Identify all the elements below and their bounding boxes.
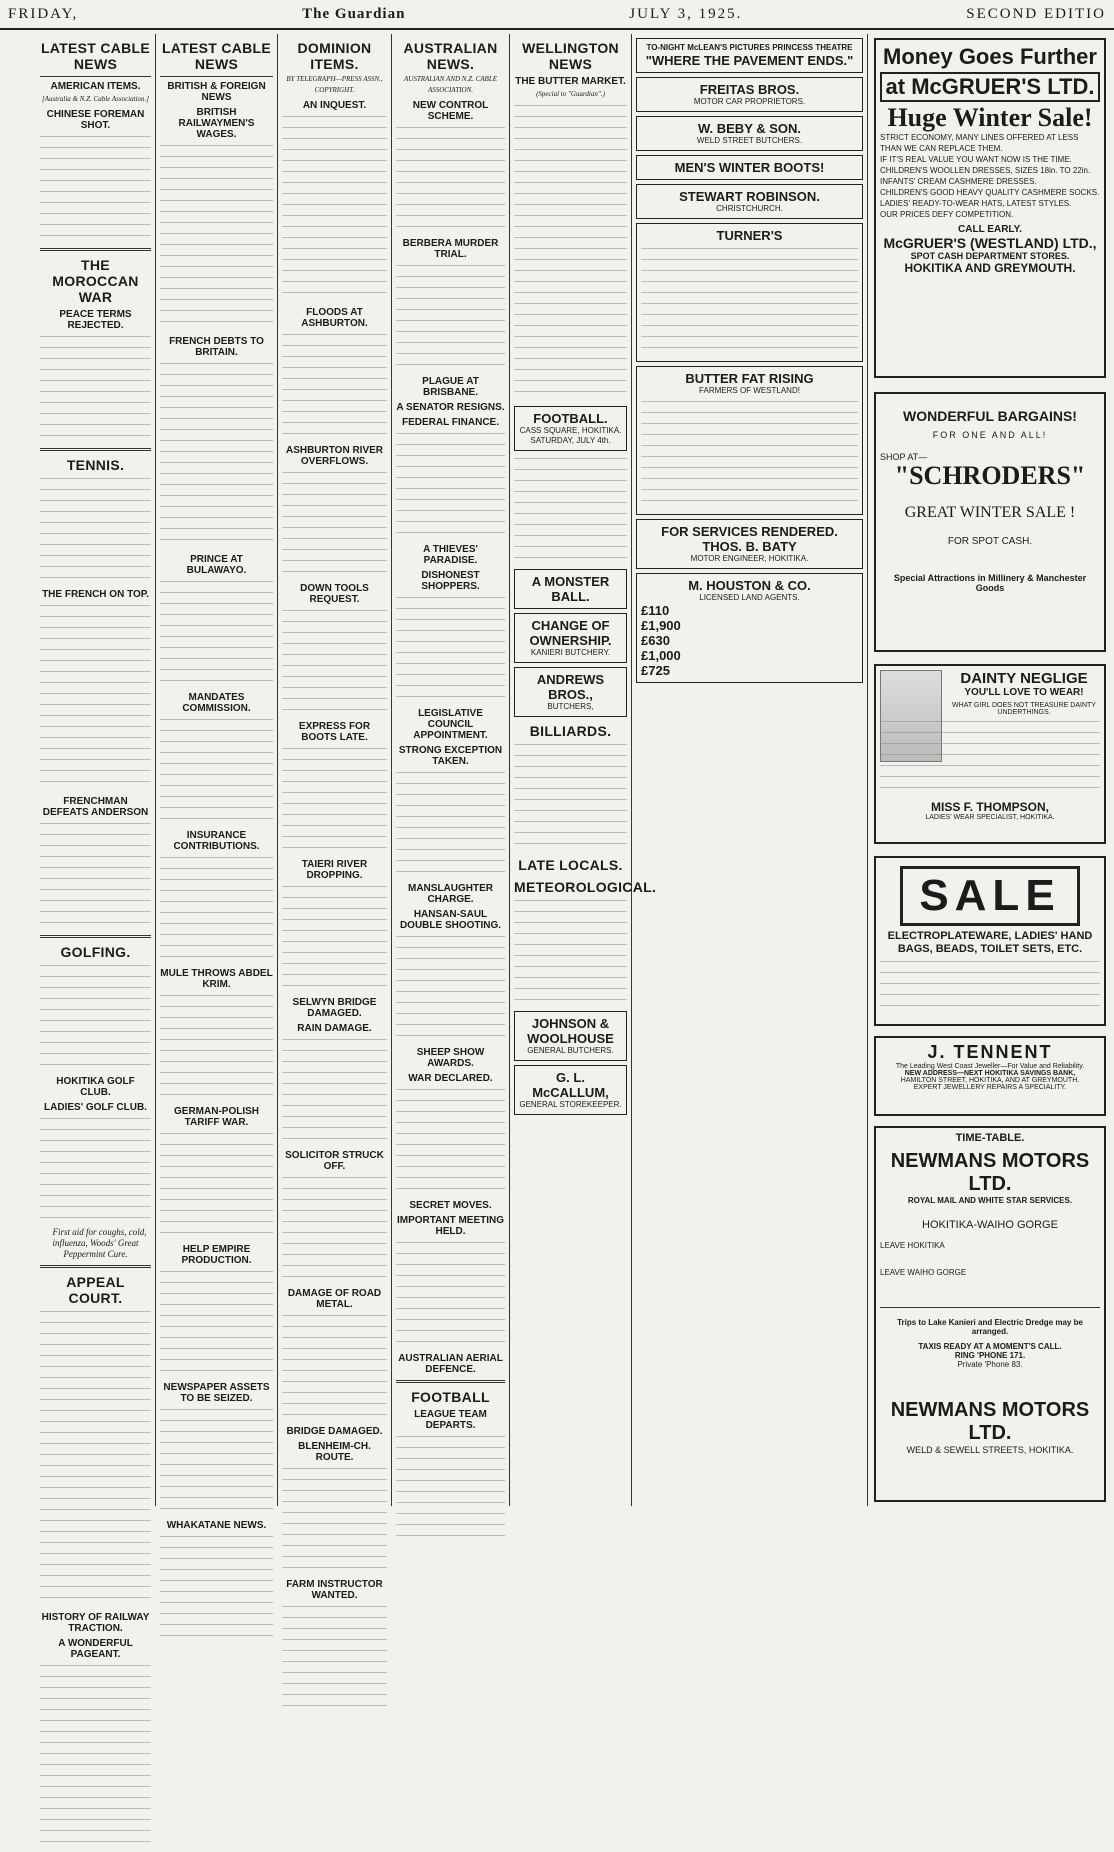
ad-line: CHILDREN'S WOOLLEN DRESSES, SIZES 18in. TO 22in.	[880, 166, 1091, 175]
ad-line: HAMILTON STREET, HOKITIKA, AND AT GREYMOUTH.	[900, 1077, 1080, 1084]
article-text	[282, 1465, 387, 1575]
article-heading: SOLICITOR STRUCK OFF.	[285, 1150, 384, 1172]
article-text	[40, 1662, 151, 1852]
article-text	[514, 102, 627, 402]
article-text	[160, 1533, 273, 1643]
article-text	[282, 1036, 387, 1146]
ad-line: EXPERT JEWELLERY REPAIRS A SPECIALITY.	[913, 1084, 1067, 1091]
ad-subtitle: THOS. B. BATY	[702, 539, 797, 554]
ad-title: G. L. McCALLUM,	[532, 1070, 609, 1100]
article-heading: PEACE TERMS REJECTED.	[59, 309, 132, 331]
article-text	[40, 1115, 151, 1225]
ad-title: J. TENNENT	[927, 1042, 1053, 1062]
article-heading: GERMAN-POLISH TARIFF WAR.	[174, 1106, 259, 1128]
ad-slogan: Huge Winter Sale!	[887, 103, 1093, 132]
article-text	[40, 602, 151, 792]
kanieri-butchery-ad	[514, 613, 627, 663]
subheading: AMERICAN ITEMS.	[50, 81, 141, 92]
ad-text	[880, 958, 1100, 1008]
ad-title: FOOTBALL.	[533, 411, 608, 426]
article-text	[282, 331, 387, 441]
ad-text	[641, 245, 858, 355]
mccallum-ad	[514, 1065, 627, 1115]
ad-footer: MISS F. THOMPSON,	[930, 800, 1049, 814]
article-heading: HISTORY OF RAILWAY TRACTION.	[41, 1612, 150, 1634]
ad-line: STRICT ECONOMY, MANY LINES OFFERED AT LESS THAN WE CAN REPLACE THEM.	[880, 133, 1079, 153]
section-heading: AUSTRALIAN NEWS.	[403, 40, 498, 72]
sale-word: SALE	[900, 866, 1079, 926]
ad-text	[880, 718, 1100, 798]
article-text	[396, 1086, 505, 1196]
column-latest-cable-1	[36, 34, 156, 1660]
ad-footer-sub: WELD & SEWELL STREETS, HOKITIKA.	[906, 1445, 1074, 1455]
article-heading: BLENHEIM-CH. ROUTE.	[298, 1441, 371, 1463]
turners-ad	[636, 223, 863, 362]
section-heading: APPEAL COURT.	[66, 1274, 125, 1306]
article-text	[282, 607, 387, 717]
schroders-ad	[874, 392, 1106, 652]
mcgruers-ad	[874, 38, 1106, 378]
article-text	[160, 1268, 273, 1378]
article-heading: A SENATOR RESIGNS.	[396, 402, 505, 413]
ad-shop-at: SHOP AT—	[880, 452, 928, 462]
ad-title: NEWMANS MOTORS LTD.	[890, 1150, 1090, 1195]
monster-ball-ad	[514, 569, 627, 609]
departure-line: LEAVE WAIHO GORGE	[880, 1268, 967, 1277]
services-rendered-ad	[636, 519, 863, 569]
section-heading: DOMINION ITEMS.	[297, 40, 372, 72]
property-price: £1,900	[641, 618, 681, 633]
ad-subtitle: FARMERS OF WESTLAND!	[699, 386, 800, 395]
article-heading: INSURANCE CONTRIBUTIONS.	[173, 830, 260, 852]
ad-footer-sub: LADIES' WEAR SPECIALIST, HOKITIKA.	[925, 814, 1055, 821]
masthead-date: JULY 3, 1925.	[629, 5, 743, 22]
ad-line: NEW ADDRESS—NEXT HOKITIKA SAVINGS BANK,	[904, 1070, 1076, 1077]
ad-subtitle: MOTOR CAR PROPRIETORS.	[693, 97, 806, 106]
ad-subtitle: BUTCHERS,	[547, 702, 594, 711]
column-australian-news	[392, 34, 510, 1506]
article-heading: MULE THROWS ABDEL KRIM.	[160, 968, 273, 990]
article-text	[396, 1239, 505, 1349]
ad-title: Money Goes Further	[883, 44, 1097, 69]
article-text	[396, 594, 505, 704]
section-heading: TENNIS.	[66, 457, 125, 473]
tennent-ad	[874, 1036, 1106, 1116]
article-heading: FRENCHMAN DEFEATS ANDERSON	[42, 796, 149, 818]
article-heading: SHEEP SHOW AWARDS.	[416, 1047, 485, 1069]
subheading: BRITISH & FOREIGN NEWS	[167, 81, 266, 103]
ad-footer-location: HOKITIKA AND GREYMOUTH.	[904, 261, 1076, 275]
ad-trips: Trips to Lake Kanieri and Electric Dredge may be arranged.	[897, 1318, 1083, 1336]
newmans-motors-ad	[874, 1126, 1106, 1502]
ad-line: MOTOR ENGINEER, HOKITIKA.	[690, 554, 809, 563]
ad-title: STEWART ROBINSON.	[679, 189, 820, 204]
ad-subtitle: WELD STREET BUTCHERS.	[696, 136, 803, 145]
ad-subtitle: KANIERI BUTCHERY.	[530, 648, 611, 657]
property-price: £110	[641, 603, 670, 618]
column-latest-cable-2	[156, 34, 278, 1531]
ad-title: A MONSTER BALL.	[531, 574, 610, 604]
ad-title: TURNER'S	[716, 228, 783, 243]
article-text	[160, 360, 273, 550]
ad-date: SATURDAY, JULY 4th.	[530, 436, 611, 445]
article-text	[396, 769, 505, 879]
article-text	[160, 716, 273, 826]
article-text	[40, 1308, 151, 1608]
article-text	[514, 741, 627, 851]
andrews-bros-ad	[514, 667, 627, 717]
article-heading: LEAGUE TEAM DEPARTS.	[414, 1409, 487, 1431]
ad-title: BUTTER FAT RISING	[685, 371, 814, 386]
article-text	[40, 475, 151, 585]
article-heading: FRENCH DEBTS TO BRITAIN.	[169, 336, 264, 358]
ad-title: TO-NIGHT McLEAN'S PICTURES PRINCESS THEATRE	[646, 43, 853, 52]
article-heading: BRITISH RAILWAYMEN'S WAGES.	[178, 107, 255, 140]
winter-boots-ad	[636, 155, 863, 180]
article-heading: AN INQUEST.	[302, 100, 367, 111]
ad-special: Special Attractions in Millinery & Manchester Goods	[893, 573, 1087, 593]
butter-fat-ad	[636, 366, 863, 515]
ad-title: W. BEBY & SON.	[697, 121, 802, 136]
section-heading: BILLIARDS.	[529, 723, 612, 739]
article-text	[396, 124, 505, 234]
ad-title: DAINTY NEGLIGE	[960, 670, 1088, 687]
section-heading: FOOTBALL	[411, 1389, 490, 1405]
article-text	[160, 142, 273, 332]
article-heading: EXPRESS FOR BOOTS LATE.	[298, 721, 371, 743]
article-heading: CHINESE FOREMAN SHOT.	[46, 109, 145, 131]
article-heading: A THIEVES' PARADISE.	[423, 544, 478, 566]
ad-taxi: TAXIS READY AT A MOMENT'S CALL.	[918, 1342, 1062, 1351]
ad-subtitle: GENERAL BUTCHERS.	[527, 1046, 614, 1055]
johnson-woolhouse-ad	[514, 1011, 627, 1061]
article-text	[514, 455, 627, 565]
ad-line: OUR PRICES DEFY COMPETITION.	[880, 210, 1014, 219]
article-heading: BERBERA MURDER TRIAL.	[402, 238, 499, 260]
section-heading: GOLFING.	[60, 944, 131, 960]
ad-call: CALL EARLY.	[958, 224, 1022, 235]
article-text	[282, 1312, 387, 1422]
column-dominion-items	[278, 34, 392, 1601]
article-heading: THE BUTTER MARKET.	[515, 76, 626, 87]
credit-line: BY TELEGRAPH—PRESS ASSN., COPYRIGHT.	[286, 75, 383, 94]
ad-subtitle: The Leading West Coast Jeweller—For Value and Reliability.	[895, 1063, 1085, 1070]
article-heading: FLOODS AT ASHBURTON.	[301, 307, 368, 329]
section-heading: LATEST CABLE NEWS	[161, 40, 272, 72]
masthead-edition: SECOND EDITIO	[966, 5, 1106, 22]
article-text	[160, 578, 273, 688]
article-text	[160, 992, 273, 1102]
credit-line: [Australia & N.Z. Cable Association.]	[41, 95, 150, 103]
article-heading: DOWN TOOLS REQUEST.	[300, 583, 369, 605]
article-text	[40, 820, 151, 930]
ad-line: WHAT GIRL DOES NOT TREASURE DAINTY UNDERTHINGS.	[952, 702, 1096, 716]
ad-footer: McGRUER'S (WESTLAND) LTD.,	[883, 235, 1097, 251]
article-heading: MANSLAUGHTER CHARGE.	[408, 883, 493, 905]
thompson-neglige-ad	[874, 664, 1106, 844]
route-name: HOKITIKA-WAIHO GORGE	[922, 1219, 1058, 1231]
ad-subtitle: FOR ONE AND ALL!	[932, 430, 1048, 440]
ad-title: ELECTROPLATEWARE, LADIES' HAND BAGS, BEADS, TOILET SETS, ETC.	[887, 930, 1093, 955]
section-heading: METEOROLOGICAL.	[514, 879, 657, 895]
ad-store-name: "SCHRODERS"	[894, 461, 1086, 490]
article-heading: AUSTRALIAN AERIAL DEFENCE.	[398, 1353, 503, 1375]
article-heading: MANDATES COMMISSION.	[182, 692, 251, 714]
ad-private-phone: Private 'Phone 83.	[957, 1360, 1023, 1369]
section-heading: LATE LOCALS.	[518, 857, 623, 873]
article-heading: FARM INSTRUCTOR WANTED.	[286, 1579, 383, 1601]
ad-phone: RING 'PHONE 171.	[954, 1351, 1026, 1360]
article-heading: IMPORTANT MEETING HELD.	[396, 1215, 505, 1237]
notice-text: First aid for coughs, cold, influenza, Woods' Great Peppermint Cure.	[52, 1227, 147, 1259]
article-text	[396, 1433, 505, 1543]
ad-title: FOR SERVICES RENDERED.	[661, 524, 838, 539]
article-heading: THE FRENCH ON TOP.	[42, 589, 149, 600]
article-text	[396, 933, 505, 1043]
article-heading: NEW CONTROL SCHEME.	[412, 100, 489, 122]
article-heading: HANSAN-SAUL DOUBLE SHOOTING.	[399, 909, 502, 931]
article-heading: LEGISLATIVE COUNCIL APPOINTMENT.	[413, 708, 488, 741]
credit-line: (Special to "Guardian".)	[536, 90, 605, 98]
masthead-day: FRIDAY,	[8, 5, 79, 22]
article-text	[282, 1174, 387, 1284]
article-text	[282, 883, 387, 993]
credit-line: AUSTRALIAN AND N.Z. CABLE ASSOCIATION.	[403, 75, 498, 94]
article-heading: SELWYN BRIDGE DAMAGED.	[292, 997, 377, 1019]
article-text	[282, 469, 387, 579]
stewart-robinson-ad	[636, 184, 863, 219]
property-price: £725	[641, 663, 670, 678]
property-price: £630	[641, 633, 670, 648]
article-text	[514, 897, 627, 1007]
article-heading: SECRET MOVES.	[409, 1200, 492, 1211]
ad-cash: FOR SPOT CASH.	[947, 536, 1033, 547]
article-text	[40, 133, 151, 243]
article-heading: PLAGUE AT BRISBANE.	[422, 376, 479, 398]
article-heading: PRINCE AT BULAWAYO.	[186, 554, 247, 576]
section-heading: WELLINGTON NEWS	[522, 40, 619, 72]
article-heading: A WONDERFUL PAGEANT.	[58, 1638, 133, 1660]
ad-line: INFANTS' CREAM CASHMERE DRESSES.	[880, 177, 1037, 186]
ad-subtitle: CHRISTCHURCH.	[716, 204, 783, 213]
article-heading: WAR DECLARED.	[408, 1073, 493, 1084]
football-ad	[514, 406, 627, 451]
article-text	[282, 113, 387, 303]
article-heading: TAIERI RIVER DROPPING.	[301, 859, 368, 881]
property-price: £1,000	[641, 648, 681, 663]
article-heading: DAMAGE OF ROAD METAL.	[287, 1288, 382, 1310]
ad-subtitle: ROYAL MAIL AND WHITE STAR SERVICES.	[907, 1196, 1073, 1205]
ad-store-name: at McGRUER'S LTD.	[880, 72, 1100, 102]
ad-title: MEN'S WINTER BOOTS!	[674, 160, 825, 175]
ad-subtitle: CASS SQUARE, HOKITIKA.	[519, 426, 622, 435]
ad-line: LADIES' READY-TO-WEAR HATS, LATEST STYLES.	[880, 199, 1072, 208]
article-text	[160, 1130, 273, 1240]
article-heading: HELP EMPIRE PRODUCTION.	[181, 1244, 252, 1266]
beby-son-ad	[636, 116, 863, 151]
ad-title: FREITAS BROS.	[699, 82, 800, 97]
article-heading: ASHBURTON RIVER OVERFLOWS.	[285, 445, 384, 467]
princess-theatre-ad	[636, 38, 863, 73]
ad-line: CHILDREN'S GOOD HEAVY QUALITY CASHMERE SOCKS.	[880, 188, 1100, 197]
article-text	[396, 262, 505, 372]
article-heading: DISHONEST SHOPPERS.	[421, 570, 480, 592]
article-heading: FEDERAL FINANCE.	[401, 417, 500, 428]
article-heading: BRIDGE DAMAGED.	[286, 1426, 383, 1437]
ad-sale: GREAT WINTER SALE !	[904, 504, 1076, 521]
departure-line: LEAVE HOKITIKA	[880, 1241, 945, 1250]
ad-footer: NEWMANS MOTORS LTD.	[890, 1399, 1090, 1444]
ad-footer-sub: SPOT CASH DEPARTMENT STORES.	[910, 251, 1070, 261]
ad-title: M. HOUSTON & CO.	[688, 578, 811, 593]
article-heading: RAIN DAMAGE.	[297, 1023, 372, 1034]
article-heading: STRONG EXCEPTION TAKEN.	[398, 745, 503, 767]
masthead-paper: The Guardian	[302, 5, 406, 22]
article-text	[160, 854, 273, 964]
ad-title: ANDREWS BROS.,	[536, 672, 605, 702]
freitas-bros-ad	[636, 77, 863, 112]
section-heading: THE MOROCCAN WAR	[52, 257, 139, 305]
sale-ad	[874, 856, 1106, 1026]
article-text	[282, 745, 387, 855]
ad-subtitle: "WHERE THE PAVEMENT ENDS."	[645, 53, 854, 68]
houston-co-ad	[636, 573, 863, 683]
article-text	[396, 430, 505, 540]
ad-line: IF IT'S REAL VALUE YOU WANT NOW IS THE TIME.	[880, 155, 1072, 164]
article-heading: HOKITIKA GOLF CLUB.	[56, 1076, 135, 1098]
timetable-heading: TIME-TABLE.	[955, 1132, 1025, 1144]
section-heading: LATEST CABLE NEWS	[40, 40, 151, 72]
ad-title: CHANGE OF OWNERSHIP.	[529, 618, 612, 648]
ad-subtitle: LICENSED LAND AGENTS.	[699, 593, 800, 602]
article-heading: WHAKATANE NEWS.	[166, 1520, 267, 1531]
masthead	[0, 0, 1114, 30]
column-advertisements	[632, 34, 868, 1506]
ad-text	[641, 398, 858, 508]
article-text	[160, 1406, 273, 1516]
article-text	[40, 333, 151, 443]
ad-title: WONDERFUL BARGAINS!	[903, 408, 1077, 424]
article-text	[40, 962, 151, 1072]
ad-subtitle: YOU'LL LOVE TO WEAR!	[964, 687, 1084, 698]
article-heading: NEWSPAPER ASSETS TO BE SEIZED.	[163, 1382, 270, 1404]
ad-subtitle: GENERAL STOREKEEPER.	[519, 1100, 622, 1109]
article-heading: LADIES' GOLF CLUB.	[44, 1102, 147, 1113]
article-text	[282, 1603, 387, 1713]
ad-title: JOHNSON & WOOLHOUSE	[527, 1016, 614, 1046]
